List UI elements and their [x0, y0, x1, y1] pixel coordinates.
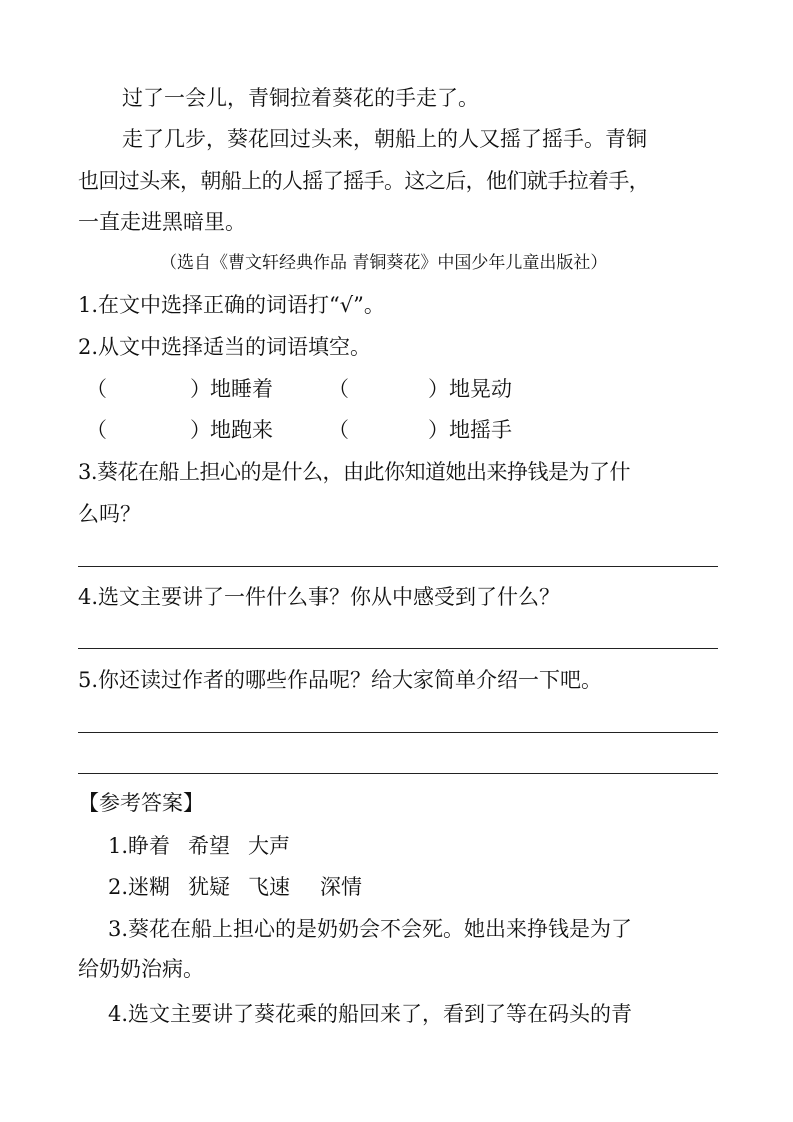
answer-line[interactable] [78, 773, 718, 774]
answer-3-line-1: 3.葵花在船上担心的是奶奶会不会死。她出来挣钱是为了 [108, 917, 633, 941]
answers-heading: 【参考答案】 [78, 791, 204, 815]
answer-3-line-2: 给奶奶治病。 [78, 957, 204, 981]
paragraph-2-line-3: 一直走进黑暗里。 [78, 210, 246, 234]
paragraph-2-line-1: 走了几步，葵花回过头来，朝船上的人又摇了摇手。青铜 [122, 127, 647, 151]
blank-field[interactable]: ） [428, 418, 449, 442]
answer-4-line-1: 4.选文主要讲了葵花乘的船回来了，看到了等在码头的青 [108, 1002, 633, 1026]
paragraph-2-line-2: 也回过头来，朝船上的人摇了摇手。这之后，他们就手拉着手， [78, 169, 650, 193]
answer-2: 2.迷糊 犹疑 飞速 深情 [108, 875, 363, 899]
blank-field[interactable]: ） [190, 377, 211, 401]
question-1: 1.在文中选择正确的词语打“√”。 [78, 293, 385, 317]
question-4: 4.选文主要讲了一件什么事？你从中感受到了什么？ [78, 585, 561, 609]
source-citation: （选自《曹文轩经典作品 青铜葵花》中国少年儿童出版社） [160, 253, 608, 273]
blank-field[interactable]: ） [190, 418, 211, 442]
answer-line[interactable] [78, 566, 718, 567]
blank-field[interactable]: ） [428, 377, 449, 401]
question-3-line-1: 3.葵花在船上担心的是什么，由此你知道她出来挣钱是为了什 [78, 460, 631, 484]
answer-1: 1.睁着 希望 大声 [108, 834, 291, 858]
answer-line[interactable] [78, 648, 718, 649]
question-3-line-2: 么吗？ [78, 502, 141, 526]
question-5: 5.你还读过作者的哪些作品呢？给大家简单介绍一下吧。 [78, 668, 603, 692]
answer-line[interactable] [78, 732, 718, 733]
paragraph-1: 过了一会儿，青铜拉着葵花的手走了。 [122, 86, 479, 110]
question-2: 2.从文中选择适当的词语填空。 [78, 335, 372, 359]
